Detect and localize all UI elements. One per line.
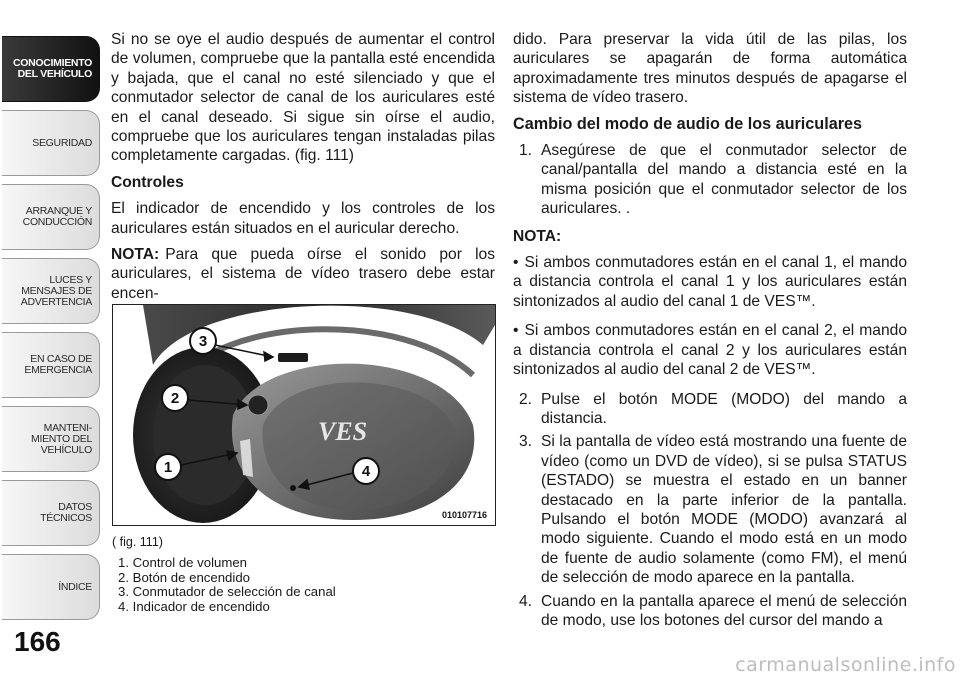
intro-paragraph: Si no se oye el audio después de aumentar el control de volumen, compruebe que la pantalla esté encendida y bajada, que el canal no esté silenciado y que el conmutador selector de canal de los auriculares esté en el canal deseado. Si sigue sin oírse el audio, compruebe que los auriculares tengan instaladas pilas completamente cargadas. (fig. 111) [111, 31, 495, 165]
figure-caption: ( fig. 111) [112, 535, 163, 549]
headphones-illustration [113, 305, 495, 525]
tab-label: CONOCIMIENTO DEL VEHÍCULO [12, 57, 92, 80]
tab-label: EN CASO DE EMERGENCIA [24, 353, 92, 376]
note-label: NOTA: [111, 246, 160, 264]
power-indicator [290, 485, 296, 491]
legend-item: 1. Control de volumen [118, 555, 248, 570]
step-text: Asegúrese de que el conmutador selector de canal/pantalla del mando a distancia esté en la misma posición que el conmutador selector de los auriculares. . [541, 142, 907, 218]
step-number: 2. [519, 390, 533, 408]
watermark-url: carmanualsonline.info [735, 654, 956, 676]
controls-paragraph: El indicador de encendido y los controles de los auriculares están situados en el auricular derecho. [111, 200, 495, 237]
tab-datos-tecnicos[interactable] [2, 480, 100, 546]
step-item [513, 141, 907, 219]
tab-label: DATOS TÉCNICOS [40, 501, 92, 524]
tab-conocimiento-del-vehiculo[interactable] [2, 36, 100, 102]
legend-item: 2. Botón de encendido [118, 569, 250, 585]
right-column [513, 30, 907, 634]
tab-seguridad[interactable] [2, 110, 100, 176]
tab-label: MANTENI- MIENTO DEL VEHÍCULO [31, 421, 92, 456]
power-button [248, 395, 268, 415]
note-bullets [513, 253, 907, 379]
steps-list-part1 [513, 141, 907, 219]
step-number: 1. [519, 142, 533, 160]
headphones-figure [112, 304, 496, 526]
tab-arranque-y-conduccion[interactable] [2, 184, 100, 250]
channel-switch [278, 353, 308, 362]
step-number: 3. [519, 433, 533, 451]
step-text: Si la pantalla de vídeo está mostrando una fuente de vídeo (como un DVD de vídeo), si se pulsa STATUS (ESTADO) se muestra el estado en un banner destacado en la parte inferior de la pantalla. Pulsando el botón MODE (MODO) avanzará al modo siguiente. Cuando el modo está en un modo de fuente de audio solamente (como FM), el menú de selección de modo aparece en la pantalla. [541, 433, 907, 587]
legend-item: 4. Indicador de encendido [118, 598, 270, 614]
tab-luces-y-mensajes[interactable] [2, 258, 100, 324]
section-heading: Cambio del modo de audio de los auriculares [513, 114, 863, 133]
controls-heading: Controles [111, 173, 184, 191]
chapter-tab-sidebar [0, 0, 100, 678]
step-text: Cuando en la pantalla aparece el menú de selección de modo, use los botones del cursor del mando a [541, 592, 907, 629]
callout-4: 4 [361, 463, 371, 480]
figure-legend [118, 556, 336, 614]
step-item [513, 592, 907, 631]
note-heading: NOTA: [513, 227, 562, 245]
note-text: Para que pueda oírse el sonido por los auriculares, el sistema de vídeo trasero debe estar encen- [111, 246, 495, 302]
tab-label: ARRANQUE Y CONDUCCIÓN [22, 205, 92, 228]
step-number: 4. [519, 592, 533, 610]
callout-2: 2 [170, 390, 180, 407]
step-item [513, 390, 907, 429]
tab-mantenimiento[interactable] [2, 406, 100, 472]
note-paragraph [111, 245, 495, 303]
bullet-item: • Si ambos conmutadores están en el canal 1, el mando a distancia controla el canal 1 y los auriculares están sintonizados al audio del canal 1 de VES™. [513, 253, 907, 311]
tab-label: SEGURIDAD [32, 136, 92, 149]
tab-label: ÍNDICE [58, 580, 92, 593]
callout-1: 1 [163, 459, 173, 476]
tab-label: LUCES Y MENSAJES DE ADVERTENCIA [20, 273, 92, 308]
continuation-paragraph: dido. Para preservar la vida útil de las pilas, los auriculares se apagarán de forma automática aproximadamente tres minutos después de apagarse el sistema de vídeo trasero. [513, 31, 907, 107]
step-item [513, 432, 907, 587]
page-number: 166 [14, 626, 61, 657]
step-text: Pulse el botón MODE (MODO) del mando a distancia. [541, 390, 907, 427]
left-column [111, 30, 495, 310]
tab-en-caso-de-emergencia[interactable] [2, 332, 100, 398]
tab-indice[interactable] [2, 554, 100, 620]
steps-list-part2 [513, 390, 907, 631]
callout-3: 3 [198, 333, 208, 350]
bullet-item: • Si ambos conmutadores están en el canal 2, el mando a distancia controla el canal 2 y los auriculares están sintonizados al audio del canal 2 de VES™. [513, 321, 907, 379]
ves-logo: VES [318, 417, 368, 446]
figure-code: 010107716 [441, 510, 487, 520]
legend-item: 3. Conmutador de selección de canal [118, 584, 336, 600]
